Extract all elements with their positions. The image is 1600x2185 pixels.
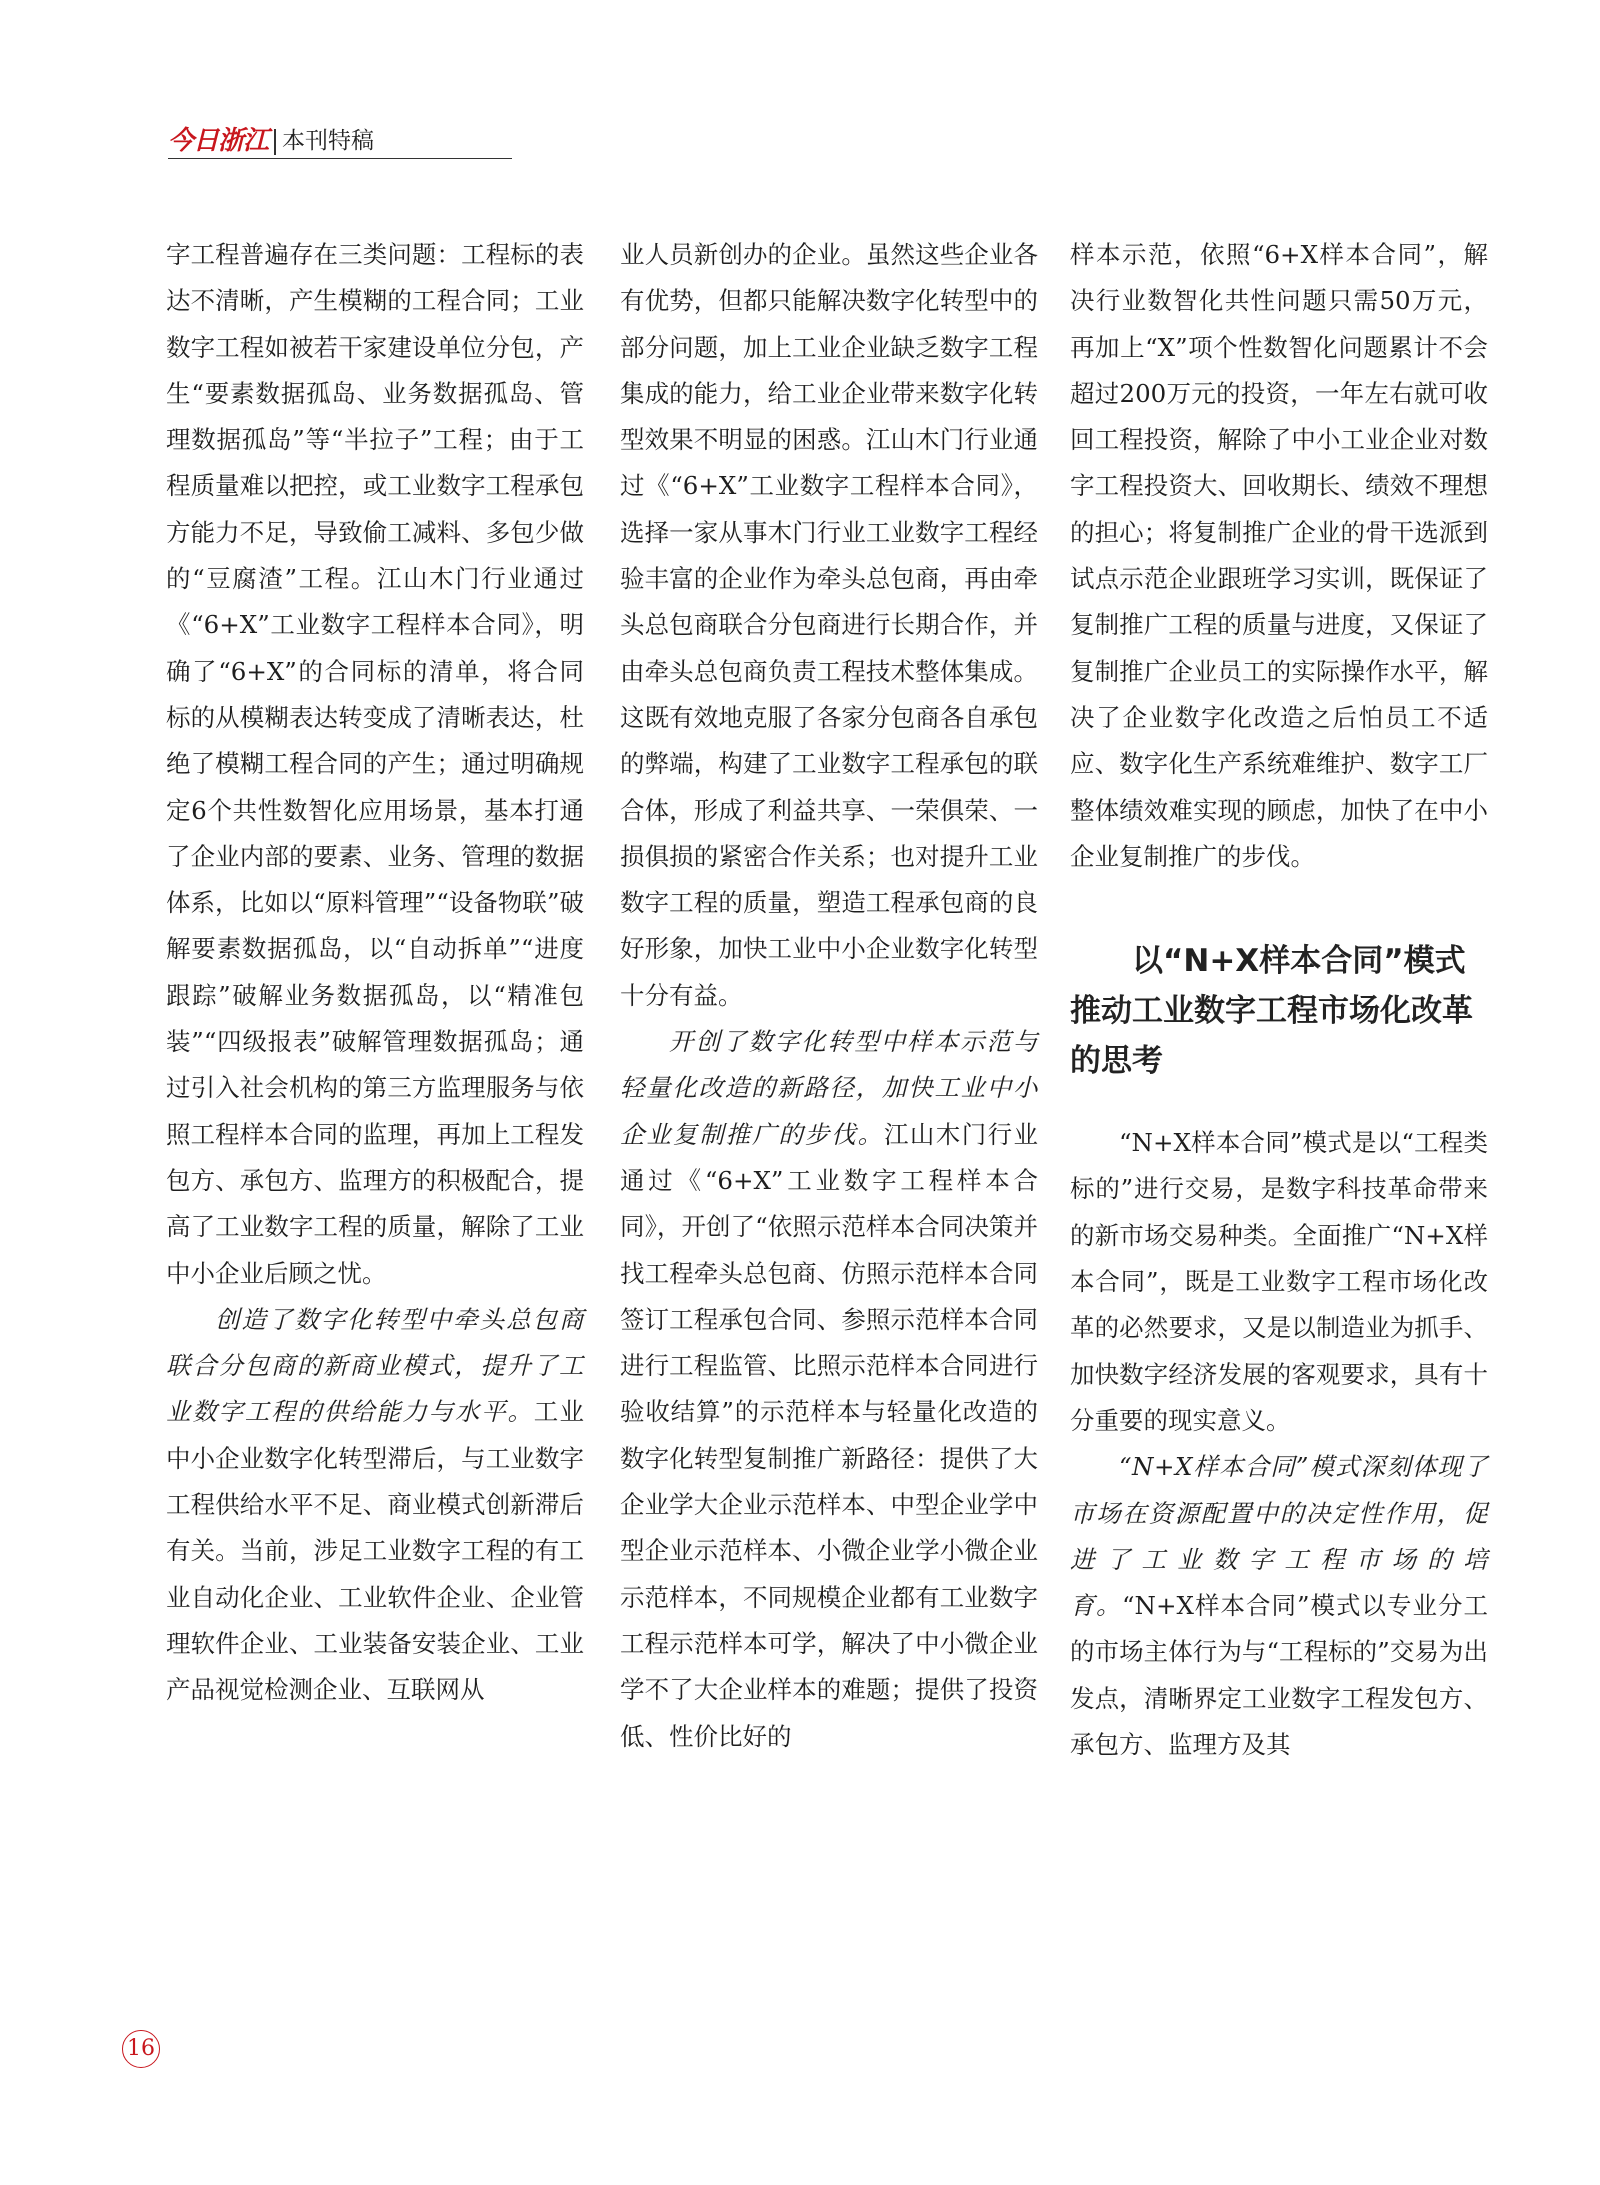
paragraph-lead: “N+X样本合同”模式深刻体现了市场在资源配置中的决定性作用，促进了工业数字工程市场的培育。 bbox=[1070, 1452, 1488, 1621]
section-heading: 以“N+X样本合同”模式推动工业数字工程市场化改革的思考 bbox=[1070, 943, 1473, 1080]
text-column-3 bbox=[1070, 232, 1488, 1768]
text-column-1 bbox=[166, 232, 584, 1714]
paragraph: 业人员新创办的企业。虽然这些企业各有优势，但都只能解决数字化转型中的部分问题，加上工业企业缺乏数字工程集成的能力，给工业企业带来数字化转型效果不明显的困惑。江山木门行业通过《“6+X”工业数字工程样本合同》，选择一家从事木门行业工业数字工程经验丰富的企业作为牵头总包商，再由牵头总包商联合分包商进行长期合作，并由牵头总包商负责工程技术整体集成。这既有效地克服了各家分包商各自承包的弊端，构建了工业数字工程承包的联合体，形成了利益共享、一荣俱荣、一损俱损的紧密合作关系；也对提升工业数字工程的质量，塑造工程承包商的良好形象，加快工业中小企业数字化转型十分有益。 bbox=[620, 240, 1038, 1010]
page-header bbox=[168, 126, 512, 159]
header-divider bbox=[274, 129, 276, 155]
paragraph-body: 工业中小企业数字化转型滞后，与工业数字工程供给水平不足、商业模式创新滞后有关。当前，涉足工业数字工程的有工业自动化企业、工业软件企业、企业管理软件企业、工业装备安装企业、工业产品视觉检测企业、互联网从 bbox=[166, 1397, 585, 1705]
paragraph: “N+X样本合同”模式是以“工程类标的”进行交易，是数字科技革命带来的新市场交易种类。全面推广“N+X样本合同”，既是工业数字工程市场化改革的必然要求，又是以制造业为抓手、加快数字经济发展的客观要求，具有十分重要的现实意义。 bbox=[1070, 1128, 1488, 1435]
paragraph: 样本示范，依照“6+X样本合同”，解决行业数智化共性问题只需50万元，再加上“X”项个性数智化问题累计不会超过200万元的投资，一年左右就可收回工程投资，解除了中小工业企业对数字工程投资大、回收期长、绩效不理想的担心；将复制推广企业的骨干选派到试点示范企业跟班学习实训，既保证了复制推广工程的质量与进度，又保证了复制推广企业员工的实际操作水平，解决了企业数字化改造之后怕员工不适应、数字化生产系统难维护、数字工厂整体绩效难实现的顾虑，加快了在中小企业复制推广的步伐。 bbox=[1070, 240, 1488, 871]
magazine-logo: 今日浙江 bbox=[168, 126, 269, 156]
paragraph-body: 江山木门行业通过《“6+X”工业数字工程样本合同》，开创了“依照示范样本合同决策并找工程牵头总包商、仿照示范样本合同签订工程承包合同、参照示范样本合同进行工程监管、比照示范样本合同进行验收结算”的示范样本与轻量化改造的数字化转型复制推广新路径：提供了大企业学大企业示范样本、中型企业学中型企业示范样本、小微企业学小微企业示范样本，不同规模企业都有工业数字工程示范样本可学，解决了中小微企业学不了大企业样本的难题；提供了投资低、性价比好的 bbox=[620, 1119, 1038, 1751]
page-number: 16 bbox=[122, 2030, 160, 2068]
paragraph: 字工程普遍存在三类问题：工程标的表达不清晰，产生模糊的工程合同；工业数字工程如被若干家建设单位分包，产生“要素数据孤岛、业务数据孤岛、管理数据孤岛”等“半拉子”工程；由于工程质量难以把控，或工业数字工程承包方能力不足，导致偷工减料、多包少做的“豆腐渣”工程。江山木门行业通过《“6+X”工业数字工程样本合同》，明确了“6+X”的合同标的清单，将合同标的从模糊表达转变成了清晰表达，杜绝了模糊工程合同的产生；通过明确规定6个共性数智化应用场景，基本打通了企业内部的要素、业务、管理的数据体系，比如以“原料管理”“设备物联”破解要素数据孤岛，以“自动拆单”“进度跟踪”破解业务数据孤岛，以“精准包装”“四级报表”破解管理数据孤岛；通过引入社会机构的第三方监理服务与依照工程样本合同的监理，再加上工程发包方、承包方、监理方的积极配合，提高了工业数字工程的质量，解除了工业中小企业后顾之忧。 bbox=[166, 240, 584, 1288]
paragraph bbox=[620, 1019, 1038, 1760]
paragraph-lead: 创造了数字化转型中牵头总包商联合分包商的新商业模式，提升了工业数字工程的供给能力与水平。 bbox=[166, 1304, 584, 1427]
paragraph-body: “N+X样本合同”模式以专业分工的市场主体行为与“工程标的”交易为出发点，清晰界定工业数字工程发包方、承包方、监理方及其 bbox=[1070, 1591, 1488, 1760]
paragraph-lead: 开创了数字化转型中样本示范与轻量化改造的新路径，加快工业中小企业复制推广的步伐。 bbox=[620, 1027, 1038, 1149]
paragraph bbox=[1070, 1444, 1488, 1768]
section-name: 本刊特稿 bbox=[282, 128, 375, 154]
paragraph bbox=[166, 1297, 584, 1714]
text-column-2 bbox=[620, 232, 1038, 1760]
